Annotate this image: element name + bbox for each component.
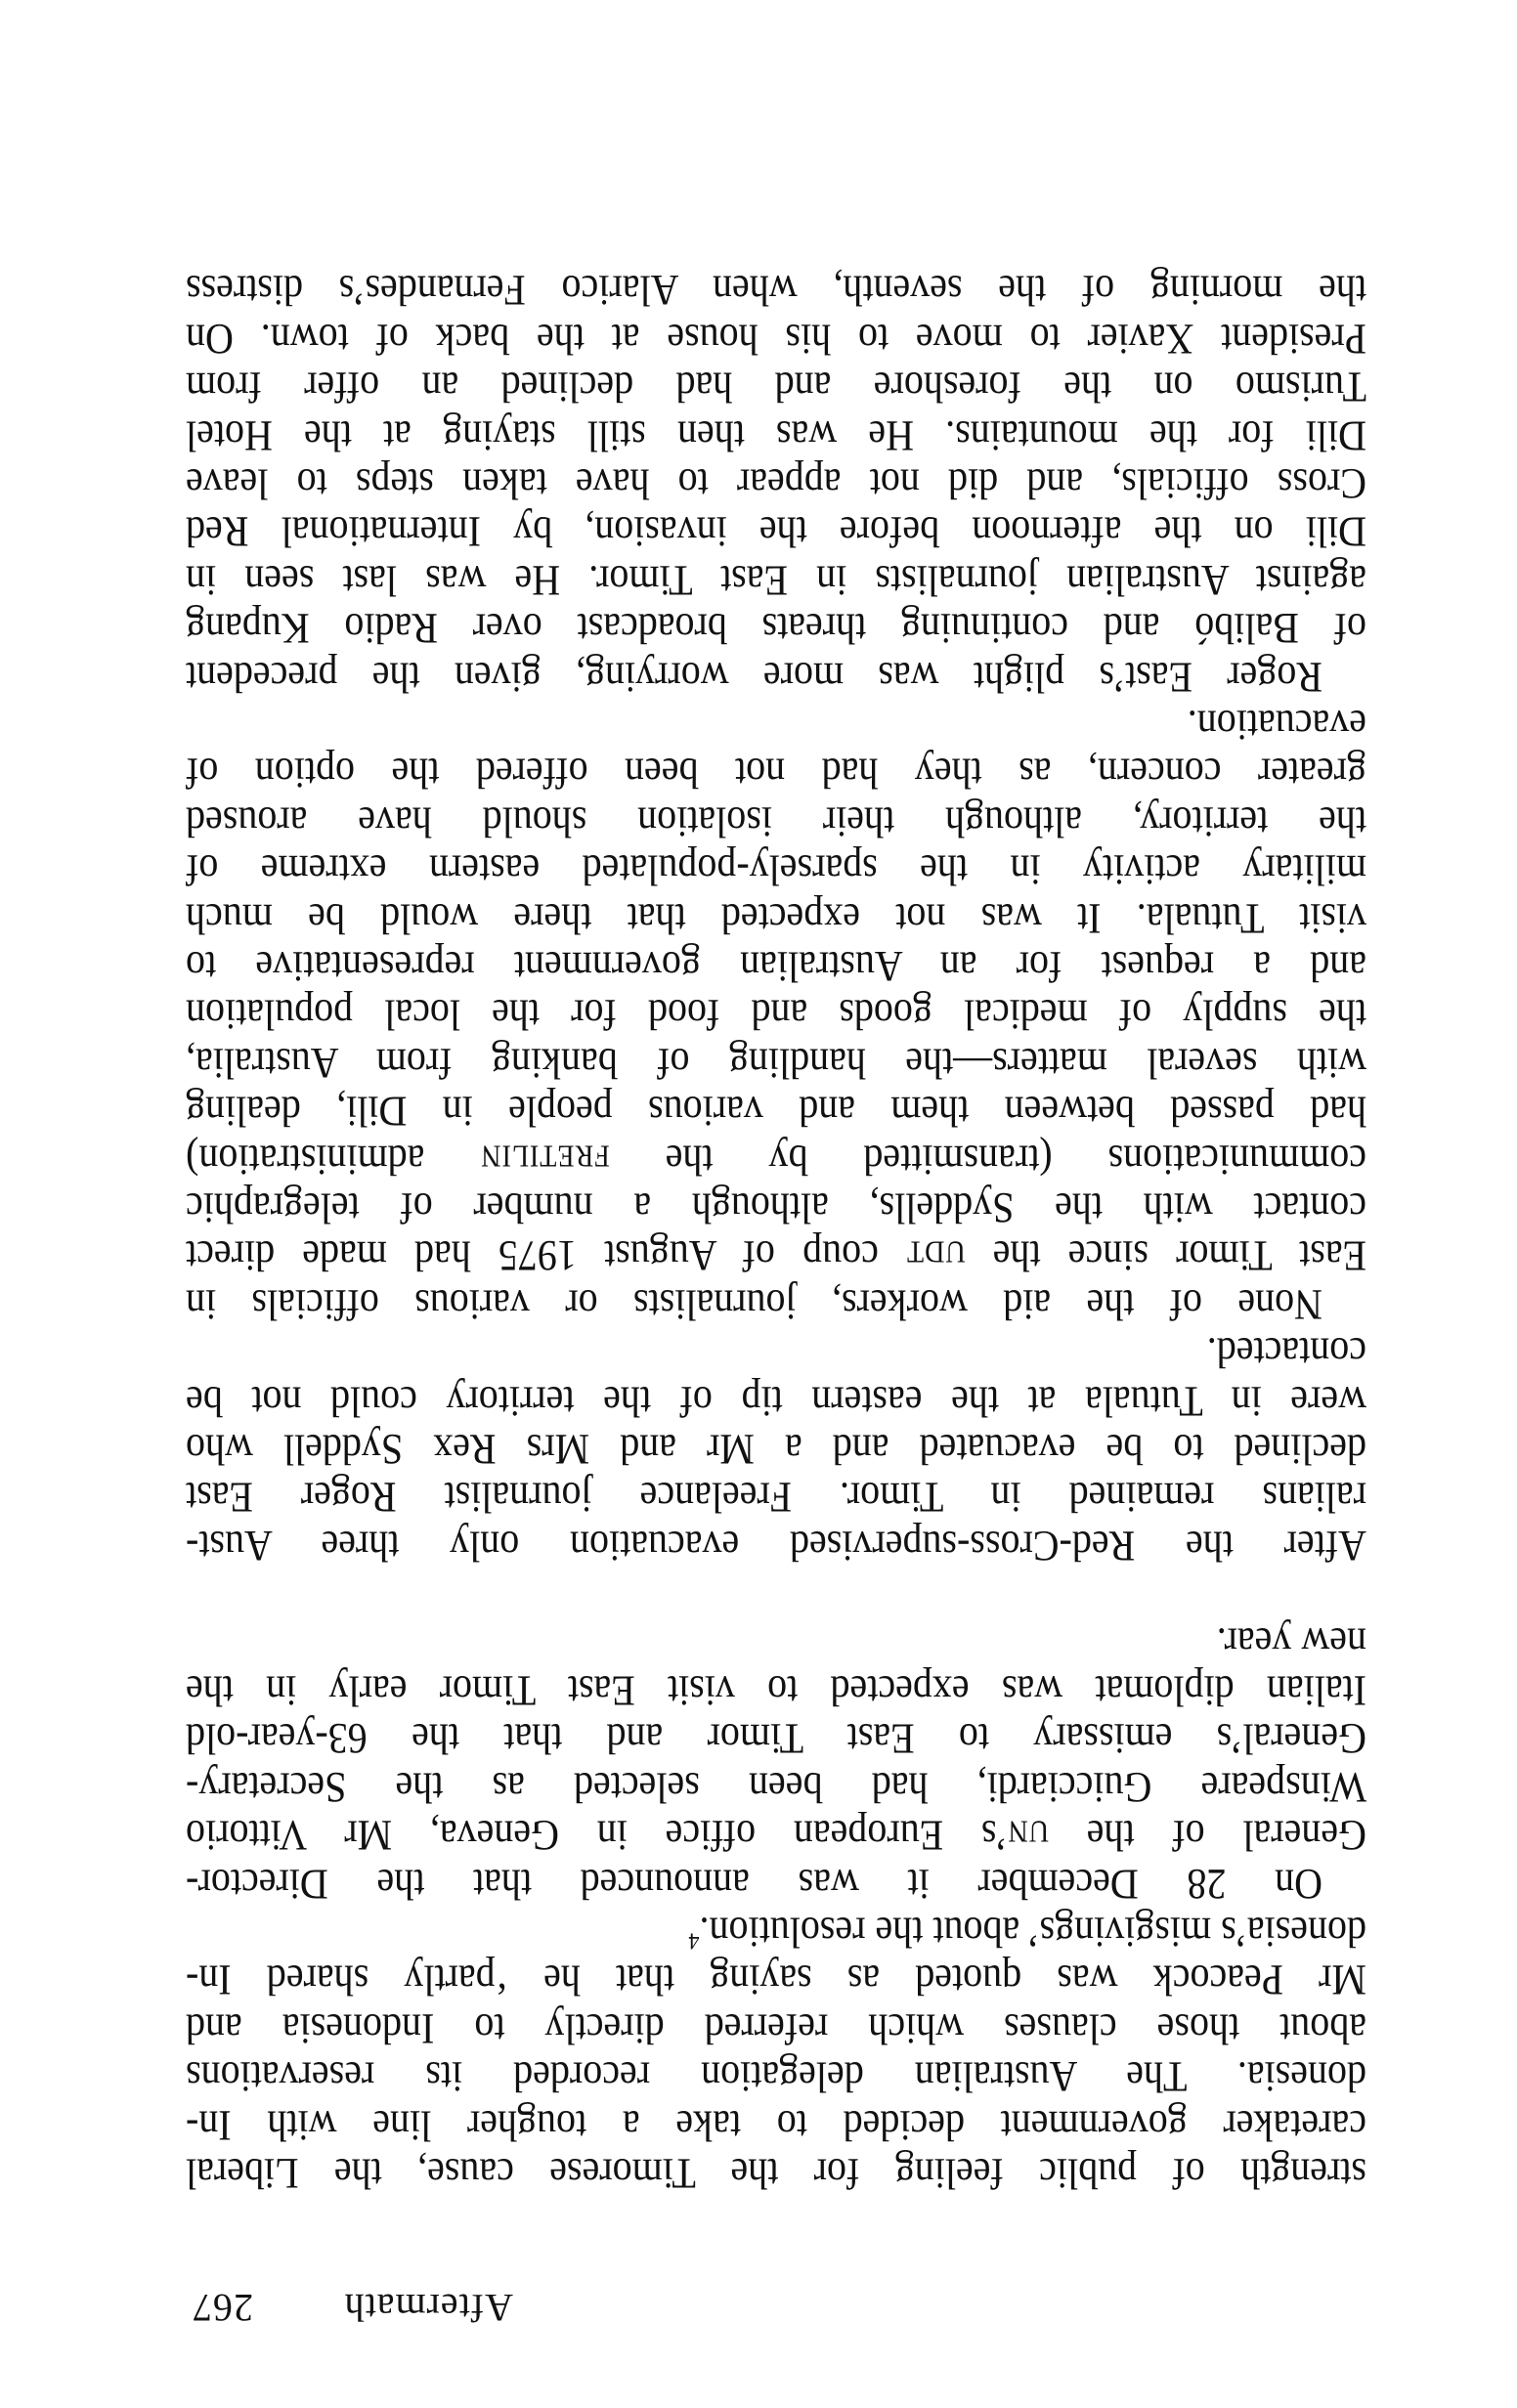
text-line	[186, 505, 1366, 559]
text-line	[186, 1858, 1366, 1912]
text-line	[186, 1423, 1366, 1477]
text-line	[186, 1229, 1366, 1283]
text-run: administration)	[186, 1135, 481, 1185]
text-line	[186, 1520, 1366, 1573]
text-run: General’s emissary to East Timor and that the 63-year-old	[186, 1714, 1366, 1765]
text-run: and a request for an Australian government representative to	[186, 942, 1366, 992]
text-run: President Xavier to move to his house at the back of town. On	[186, 315, 1366, 365]
text-run: strength of public feeling for the Timorese cause, the Liberal	[186, 2149, 1366, 2199]
text-line	[186, 1664, 1366, 1718]
text-line	[186, 457, 1366, 511]
text-run: ralians remained in Timor. Freelance journalist Roger East	[186, 1473, 1366, 1524]
text-line	[186, 892, 1366, 946]
text-run: ’s European office in Geneva, Mr Vittorio	[186, 1811, 1008, 1861]
text-line	[186, 1616, 1366, 1670]
text-line	[186, 2147, 1366, 2201]
text-run: After the Red-Cross-supervised evacuation only three Aust-	[186, 1522, 1366, 1571]
text-run: Cross officials, and did not appear to have taken steps to leave	[186, 459, 1366, 509]
text-line	[186, 2099, 1366, 2153]
text-line	[186, 747, 1366, 800]
page-number: 267	[192, 2286, 253, 2330]
text-run: Mr Peacock was quoted as saying that he ‘partly shared In-	[186, 1956, 1366, 2006]
text-run: coup of August 1975 had made direct	[186, 1231, 907, 1282]
text-run: On 28 December it was announced that the Director-	[186, 1859, 1322, 1910]
text-run: military activity in the sparsely-populated eastern extreme of	[186, 845, 1366, 895]
text-run: Dili for the mountains. He was then still staying at the Hotel	[186, 410, 1366, 461]
text-run: Winspeare Guicciardi, had been selected as the Secretary-	[186, 1763, 1366, 1813]
text-line	[186, 843, 1366, 897]
text-run: declined to be evacuated and a Mr and Mrs Rex Syddell who	[186, 1425, 1366, 1475]
text-run: Turismo on the foreshore and had declined an offer from	[186, 363, 1366, 412]
text-run: the supply of medical goods and food for the local population	[186, 990, 1366, 1041]
small-caps-acronym: un	[1007, 1811, 1050, 1861]
text-line	[186, 264, 1366, 318]
text-run: the territory, although their isolation should have aroused	[186, 797, 1366, 847]
text-run: None of the aid workers, journalists or various officials in	[186, 1280, 1322, 1330]
text-line	[186, 1037, 1366, 1091]
text-line	[186, 1471, 1366, 1525]
text-run: Italian diplomat was expected to visit East Timor early in the	[186, 1666, 1366, 1716]
text-line	[186, 2002, 1366, 2056]
text-run: caretaker government decided to take a tougher line with In-	[186, 2100, 1366, 2151]
text-line	[186, 988, 1366, 1042]
text-line	[186, 554, 1366, 608]
text-run: evacuation.	[1187, 701, 1366, 751]
text-line	[186, 940, 1366, 994]
text-run: about those clauses which referred directly to Indonesia and	[186, 2004, 1366, 2054]
text-run: General of the	[1049, 1811, 1366, 1861]
text-line	[186, 1134, 1366, 1187]
footnote-marker: 4	[688, 1927, 700, 1956]
text-run: against Australian journalists in East Timor. He was last seen in	[186, 556, 1366, 606]
text-run: donesia. The Australian delegation recorded its reservations	[186, 2052, 1366, 2102]
text-line	[186, 796, 1366, 849]
text-run: the morning of the seventh, when Alarico Fernandes’s distress	[186, 266, 1366, 317]
text-line	[186, 1809, 1366, 1863]
text-run: donesia’s misgivings’ about the resolution.	[699, 1908, 1366, 1957]
text-line	[186, 699, 1366, 752]
text-run: communications (transmitted by the	[609, 1135, 1366, 1185]
small-caps-acronym: fretilin	[480, 1135, 610, 1185]
text-run: of Balibó and continuing threats broadcast over Radio Kupang	[186, 604, 1366, 654]
text-run: Dili on the afternoon before the invasion, by International Red	[186, 507, 1366, 558]
text-run: East Timor since the	[965, 1231, 1366, 1282]
text-line	[186, 1906, 1366, 1959]
text-line	[186, 1326, 1366, 1380]
text-line	[186, 361, 1366, 414]
text-line	[186, 1085, 1366, 1139]
text-run: contacted.	[1206, 1328, 1366, 1378]
text-run: with several matters—the handling of banking from Australia,	[186, 1039, 1366, 1089]
text-line	[186, 1375, 1366, 1429]
text-run: visit Tutuala. It was not expected that there would be much	[186, 893, 1366, 944]
text-run: greater concern, as they had not been offered the option of	[186, 749, 1366, 799]
text-line	[186, 1712, 1366, 1766]
small-caps-acronym: udt	[906, 1231, 966, 1282]
text-line	[186, 1954, 1366, 2007]
text-line	[186, 651, 1366, 705]
text-line	[186, 1182, 1366, 1235]
text-line	[186, 313, 1366, 366]
text-run: had passed between them and various people in Dili, dealing	[186, 1087, 1366, 1137]
running-head	[186, 2283, 1366, 2332]
text-line	[186, 1761, 1366, 1815]
text-line	[186, 409, 1366, 463]
text-run: contact with the Syddells, although a number of telegraphic	[186, 1183, 1366, 1233]
text-run: Roger East’s plight was more worrying, given the precedent	[186, 652, 1322, 703]
running-head-title: Aftermath	[343, 2286, 513, 2330]
text-run: were in Tutuala at the eastern tip of the territory could not be	[186, 1376, 1366, 1427]
text-line	[186, 602, 1366, 656]
text-line	[186, 2050, 1366, 2104]
text-line	[186, 1278, 1366, 1332]
text-run: new year.	[1216, 1617, 1366, 1668]
